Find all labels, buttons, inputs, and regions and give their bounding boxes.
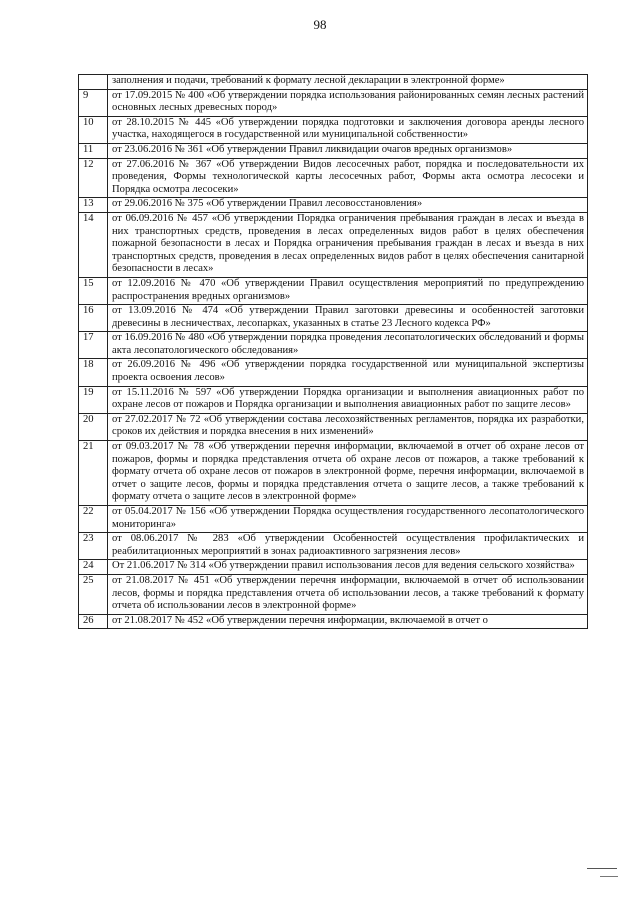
row-text: от 21.08.2017 № 451 «Об утверждении перечня информации, включаемой в отчет об использовании лесов, формы и порядка представления отчета об использовании лесов, а также требований к формату отчета об использовании лесов в электронной форме» xyxy=(108,574,588,614)
table-row xyxy=(79,89,588,116)
table-row xyxy=(79,198,588,213)
row-text: заполнения и подачи, требований к формату лесной декларации в электронной форме» xyxy=(108,75,588,90)
row-number: 18 xyxy=(79,359,108,386)
table-row xyxy=(79,158,588,198)
table-row xyxy=(79,75,588,90)
row-text: От 21.06.2017 № 314 «Об утверждении правил использования лесов для ведения сельского хозяйства» xyxy=(108,560,588,575)
row-number: 24 xyxy=(79,560,108,575)
table-row xyxy=(79,413,588,440)
table-row xyxy=(79,614,588,629)
row-number: 13 xyxy=(79,198,108,213)
table-row xyxy=(79,560,588,575)
row-text: от 29.06.2016 № 375 «Об утверждении Правил лесовосстановления» xyxy=(108,198,588,213)
table-row xyxy=(79,143,588,158)
row-text: от 06.09.2016 № 457 «Об утверждении Порядка ограничения пребывания граждан в лесах и въезда в них транспортных средств, проведения в лесах определенных видов работ в целях обеспечения пожарной безопасности в лесах и Порядка ограничения пребывания граждан в лесах и въезда в них транспортных средств, проведения в лесах определенных видов работ в целях обеспечения санитарной безопасности в лесах» xyxy=(108,212,588,277)
table-row xyxy=(79,359,588,386)
table-row xyxy=(79,533,588,560)
row-number: 26 xyxy=(79,614,108,629)
table-row xyxy=(79,332,588,359)
row-text: от 28.10.2015 № 445 «Об утверждении порядка подготовки и заключения договора аренды лесного участка, находящегося в государственной или муниципальной собственности» xyxy=(108,116,588,143)
table-row xyxy=(79,386,588,413)
table-row xyxy=(79,574,588,614)
row-text: от 17.09.2015 № 400 «Об утверждении порядка использования районированных семян лесных растений основных лесных древесных пород» xyxy=(108,89,588,116)
row-number: 16 xyxy=(79,305,108,332)
table-row xyxy=(79,441,588,506)
scan-edge-mark xyxy=(600,876,618,877)
row-number xyxy=(79,75,108,90)
row-number: 21 xyxy=(79,441,108,506)
row-number: 10 xyxy=(79,116,108,143)
row-number: 22 xyxy=(79,506,108,533)
table-row xyxy=(79,277,588,304)
table-row xyxy=(79,212,588,277)
scan-edge-mark xyxy=(587,868,617,869)
row-number: 14 xyxy=(79,212,108,277)
row-text: от 16.09.2016 № 480 «Об утверждении порядка проведения лесопатологических обследований и формы акта лесопатологического обследования» xyxy=(108,332,588,359)
row-number: 11 xyxy=(79,143,108,158)
row-text: от 05.04.2017 № 156 «Об утверждении Порядка осуществления государственного лесопатологического мониторинга» xyxy=(108,506,588,533)
row-text: от 27.06.2016 № 367 «Об утверждении Видов лесосечных работ, порядка и последовательности их проведения, Формы технологической карты лесосечных работ, Формы акта осмотра лесосеки и Порядка осмотра лесосеки» xyxy=(108,158,588,198)
table-row xyxy=(79,116,588,143)
row-number: 17 xyxy=(79,332,108,359)
row-text: от 12.09.2016 № 470 «Об утверждении Правил осуществления мероприятий по предупреждению распространения вредных организмов» xyxy=(108,277,588,304)
row-number: 25 xyxy=(79,574,108,614)
row-text: от 23.06.2016 № 361 «Об утверждении Правил ликвидации очагов вредных организмов» xyxy=(108,143,588,158)
row-number: 20 xyxy=(79,413,108,440)
row-number: 23 xyxy=(79,533,108,560)
row-text: от 15.11.2016 № 597 «Об утверждении Порядка организации и выполнения авиационных работ по охране лесов от пожаров и Порядка организации и выполнения авиационных работ по защите лесов» xyxy=(108,386,588,413)
row-text: от 26.09.2016 № 496 «Об утверждении порядка государственной или муниципальной экспертизы проекта освоения лесов» xyxy=(108,359,588,386)
table-row xyxy=(79,506,588,533)
row-text: от 13.09.2016 № 474 «Об утверждении Правил заготовки древесины и особенностей заготовки древесины в лесничествах, лесопарках, указанных в статье 23 Лесного кодекса РФ» xyxy=(108,305,588,332)
legal-acts-table xyxy=(78,74,588,629)
row-text: от 09.03.2017 № 78 «Об утверждении перечня информации, включаемой в отчет об охране лесов от пожаров, формы и порядка представления отчета об охране лесов от пожаров, а также требований к формату отчета об охране лесов от пожаров в электронной форме, перечня информации, включаемой в отчет о защите лесов, формы и порядка представления отчета о защите лесов, а также требований к формату отчета о защите лесов в электронной форме» xyxy=(108,441,588,506)
row-text: от 21.08.2017 № 452 «Об утверждении перечня информации, включаемой в отчет о xyxy=(108,614,588,629)
row-text: от 27.02.2017 № 72 «Об утверждении состава лесохозяйственных регламентов, порядка их разработки, сроков их действия и порядка внесения в них изменений» xyxy=(108,413,588,440)
row-number: 12 xyxy=(79,158,108,198)
row-number: 19 xyxy=(79,386,108,413)
page-number: 98 xyxy=(313,17,327,32)
row-number: 15 xyxy=(79,277,108,304)
row-text: от 08.06.2017 № 283 «Об утверждении Особенностей осуществления профилактических и реабилитационных мероприятий в зонах радиоактивного загрязнения лесов» xyxy=(108,533,588,560)
row-number: 9 xyxy=(79,89,108,116)
table-row xyxy=(79,305,588,332)
